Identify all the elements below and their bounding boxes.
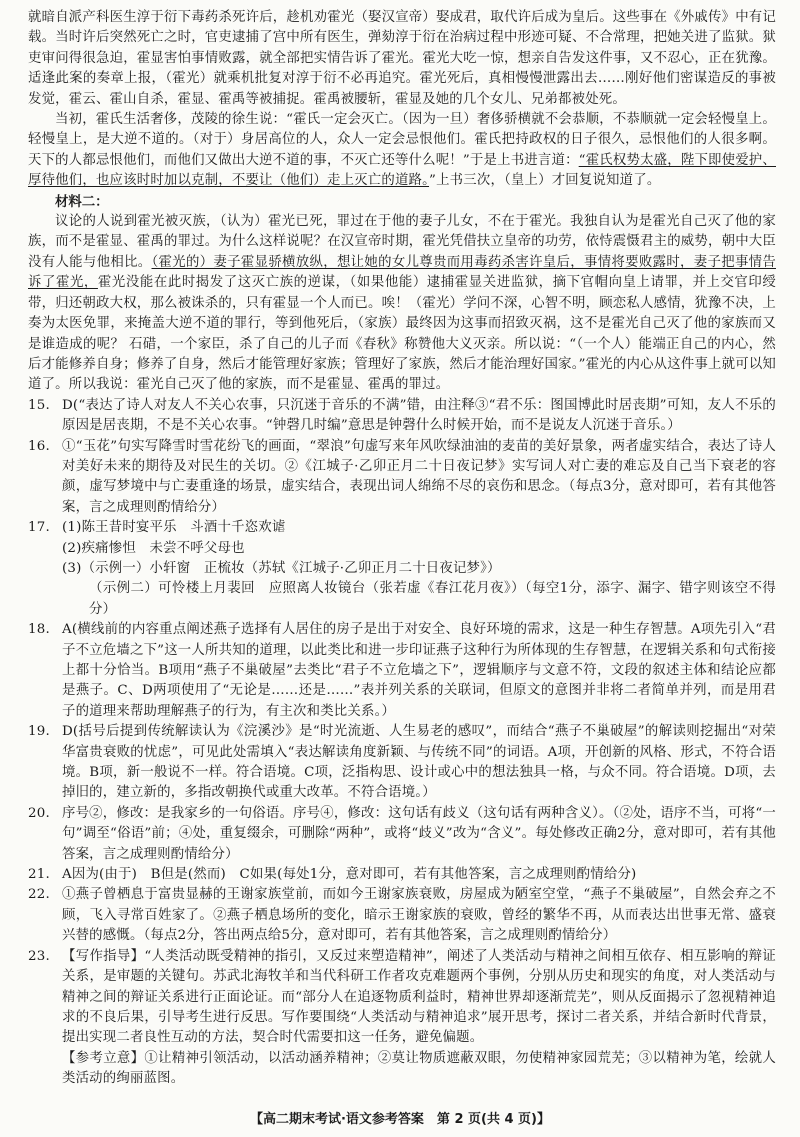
answer-number: 19. bbox=[28, 724, 50, 740]
answer-17-line-1: (1)陈王昔时宴平乐 斗酒十千恣欢谑 bbox=[62, 520, 286, 536]
answer-text: ①燕子曾栖息于富贵显赫的王谢家族堂前，而如今王谢家族衰败，房屋成为陋室空堂，“燕子不巢破屋”，自然会弃之不顾，飞入寻常百姓家了。②燕子栖息场所的变化，暗示王谢家族的衰败，曾经的繁华不再，从而表达出世事无常、盛衰兴替的感慨。（每点2分，答出两点给5分，意对即可，若有其他答案，言之成理则酌情给分） bbox=[62, 887, 776, 944]
answer-text: D(括号后提到传统解读认为《浣溪沙》是“时光流逝、人生易老的感叹”，而结合“燕子不巢破屋”的解读则挖掘出“对荣华富贵衰败的忧虑”，可见此处需填入“表达解读角度新颖、与传统不同”的词语。A项，开创新的风格、形式，不符合语境。B项，新一般说不一样。符合语境。C项，泛指构思、设计或心中的想法独具一格，与众不同。符合语境。D项，去掉旧的，建立新的，多指改朝换代或重大改革。不符合语境。） bbox=[62, 724, 776, 801]
material1-paragraph-1: 就暗自派产科医生淳于衍下毒药杀死许后，趁机劝霍光（娶汉宣帝）娶成君，取代许后成为皇后。这些事在《外戚传》中有记载。当时许后突然死亡之时，官吏逮捕了宫中所有医生，弹劾淳于衍在治病过程中形迹可疑、不合常理，把她关进了监狱。狱吏审问得很急迫，霍显害怕事情败露，就全部把实情告诉了霍光。霍光大吃一惊，想亲自告发这件事，又不忍心，正在犹豫。适逢此案的奏章上报，（霍光）就乘机批复对淳于衍不必再追究。霍光死后，真相慢慢泄露出去……刚好他们密谋造反的事被发觉，霍云、霍山自杀，霍显、霍禹等被捕捉。霍禹被腰斩，霍显及她的几个女儿、兄弟都被处死。 bbox=[28, 10, 776, 107]
material1-paragraph-2-underlined: “霍氏权势太盛，陛下即使爱护、厚待他们，也应该时时加以克制，不要让（他们）走上灭亡的道路。 bbox=[28, 152, 776, 189]
answer-17 bbox=[28, 518, 776, 620]
answer-19 bbox=[28, 722, 776, 804]
answer-number: 23. bbox=[28, 948, 50, 964]
answer-text: 【写作指导】“人类活动既受精神的指引，又反过来塑造精神”，阐述了人类活动与精神之间相互依存、相互影响的辩证关系，是审题的关键句。苏武北海牧羊和当代科研工作者攻克难题两个事例，分别从历史和现实的角度，对人类活动与精神之间的辩证关系进行正面论证。而“部分人在追逐物质利益时，精神世界却逐渐荒芜”，则从反面揭示了忽视精神追求的不良后果，引导考生进行反思。写作要围绕“人类活动与精神追求”展开思考，探讨二者关系，并结合新时代背景，提出实现二者良性互动的方法，契合时代需要扣这一任务，避免偏题。 bbox=[62, 948, 776, 1046]
answer-number: 18. bbox=[28, 622, 50, 638]
material2-underlined: （霍光的）妻子霍显骄横放纵，想让她的女儿尊贵而用毒药杀害许皇后，事情将要败露时，妻子把事情告诉了霍光， bbox=[28, 254, 776, 291]
answer-text: D(“表达了诗人对友人不关心农事，只沉迷于音乐的不满”错，由注释③“君不乐：图国博此时居丧期”可知，友人不乐的原因是居丧期，不是不关心农事。“钟磬几时编”意思是钟磬什么时候开始，而不是说友人沉迷于音乐。） bbox=[62, 397, 776, 434]
answer-23 bbox=[28, 947, 776, 1049]
answer-number: 16. bbox=[28, 438, 50, 454]
answer-text: 序号②，修改：是我家乡的一句俗语。序号④，修改：这句话有歧义（这句话有两种含义）。（②处，语序不当，可将“一句”调至“俗语”前；④处，重复缀余，可删除“两种”，或将“歧义”改为“含义”。每处修改正确2分，意对即可，若有其他答案，言之成理则酌情给分） bbox=[62, 805, 776, 862]
answer-number: 17. bbox=[28, 520, 50, 536]
material2-text-b: 霍光没能在此时揭发了这灭亡族的逆谋，（如果他能）逮捕霍显关进监狱，摘下官帽向皇上请罪，并上交官印绶带，归还朝政大权，那么被诛杀的，只有霍显一个人而已。唉！（霍光）学问不深，心智不明，顾恋私人感情，犹豫不决，上奏为太医免罪，来掩盖大逆不道的罪行，等到他死后，（家族）最终因为这事而招致灭祸，这不是霍光自己灭了他的家族而又是谁造成的呢？ 石碏，一个家臣，杀了自己的儿子而《春秋》称赞他大义灭亲。所以说：“（一个人）能端正自己的内心，然后才能修养自身；修养了自身，然后才能管理好家族；管理好了家族，然后才能治理好国家。”霍光的内心从这件事上就可以知道了。所以我说：霍光自己灭了他的家族，而不是霍显、霍禹的罪过。 bbox=[28, 275, 776, 393]
answer-15 bbox=[28, 396, 776, 437]
answer-17-line-4: （示例二）可怜楼上月裴回 应照离人妆镜台（张若虚《春江花月夜》）（每空1分，添字、漏字、错字则该空不得分） bbox=[89, 581, 776, 617]
answer-number: 21. bbox=[28, 867, 50, 883]
reference-idea: 【参考立意】①让精神引领活动，以活动涵养精神；②莫让物质遮蔽双眼，勿使精神家园荒芜；③以精神为笔，绘就人类活动的绚丽蓝图。 bbox=[62, 1050, 776, 1087]
answer-text: A因为(由于) B但是(然而) C如果(每处1分，意对即可，若有其他答案，言之成理则酌情给分) bbox=[62, 867, 637, 883]
material2-heading: 材料二： bbox=[55, 193, 109, 210]
page-footer: 【高二期末考试·语文参考答案 第 2 页(共 4 页)】 bbox=[249, 1112, 551, 1127]
answer-22 bbox=[28, 885, 776, 946]
answer-20 bbox=[28, 804, 776, 865]
material1-paragraph-2-text-a: 当初，霍氏生活奢侈，茂陵的徐生说：“霍氏一定会灭亡。（因为一旦）奢侈骄横就不会恭顺，不恭顺就一定会轻慢皇上。轻慢皇上，是大逆不道的。（对于）身居高位的人，众人一定会忌恨他们。霍氏把持政权的日子很久，忌恨他们的人很多啊。天下的人都忌恨他们，而他们又做出大逆不道的事，不灭亡还等什么呢！”于是上书进言道： bbox=[28, 112, 776, 168]
answer-16 bbox=[28, 437, 776, 519]
material2-text-a: 议论的人说到霍光被灭族，（认为）霍光已死，罪过在于他的妻子儿女，不在于霍光。我独自认为是霍光自己灭了他的家族，而不是霍显、霍禹的罪过。为什么这样说呢？在汉宣帝时期，霍光凭借扶立皇帝的功劳，依恃震慑君主的威势，朝中大臣没有人能与他相比。 bbox=[28, 214, 776, 270]
answer-number: 22. bbox=[28, 887, 50, 903]
answer-number: 15. bbox=[28, 397, 50, 413]
answer-17-line-2: (2)疾痛惨怛 未尝不呼父母也 bbox=[62, 540, 245, 556]
answer-text: A(横线前的内容重点阐述燕子选择有人居住的房子是出于对安全、良好环境的需求，这是一种生存智慧。A项先引入“君子不立危墙之下”这一人所共知的道理，以此类比和进一步印证燕子这种行为所体现的生存智慧，在逻辑关系和句式衔接上都十分恰当。B项用“燕子不巢破屋”去类比“君子不立危墙之下”，逻辑顺序与文意不符，文段的叙述主体和结论应都是燕子。C、D两项使用了“无论是……还是……”表并列关系的关联词，但原文的意图并非将二者简单并列，而是用君子的道理来帮助理解燕子的行为，有主次和类比关系。） bbox=[62, 622, 776, 719]
answer-text: ①“玉花”句实写降雪时雪花纷飞的画面，“翠浪”句虚写来年风吹绿油油的麦苗的美好景象，两者虚实结合，表达了诗人对美好未来的期待及对民生的关切。②《江城子·乙卯正月二十日夜记梦》实写词人对亡妻的难忘及自己当下衰老的容颜，虚写梦境中与亡妻重逢的场景，虚实结合，表现出词人绵绵不尽的哀伤和思念。（每点3分，意对即可，若有其他答案，言之成理则酌情给分） bbox=[62, 438, 776, 515]
answer-18 bbox=[28, 620, 776, 722]
material2-paragraph bbox=[28, 212, 776, 396]
material1-paragraph-2-text-b: ”上书三次，（皇上）才回复说知道了。 bbox=[429, 173, 661, 189]
answer-21 bbox=[28, 865, 776, 885]
material1-paragraph-2 bbox=[28, 110, 776, 192]
answer-number: 20. bbox=[28, 805, 50, 821]
answer-17-line-3: (3)（示例一）小轩窗 正梳妆（苏轼《江城子·乙卯正月二十日夜记梦》） bbox=[62, 560, 501, 576]
